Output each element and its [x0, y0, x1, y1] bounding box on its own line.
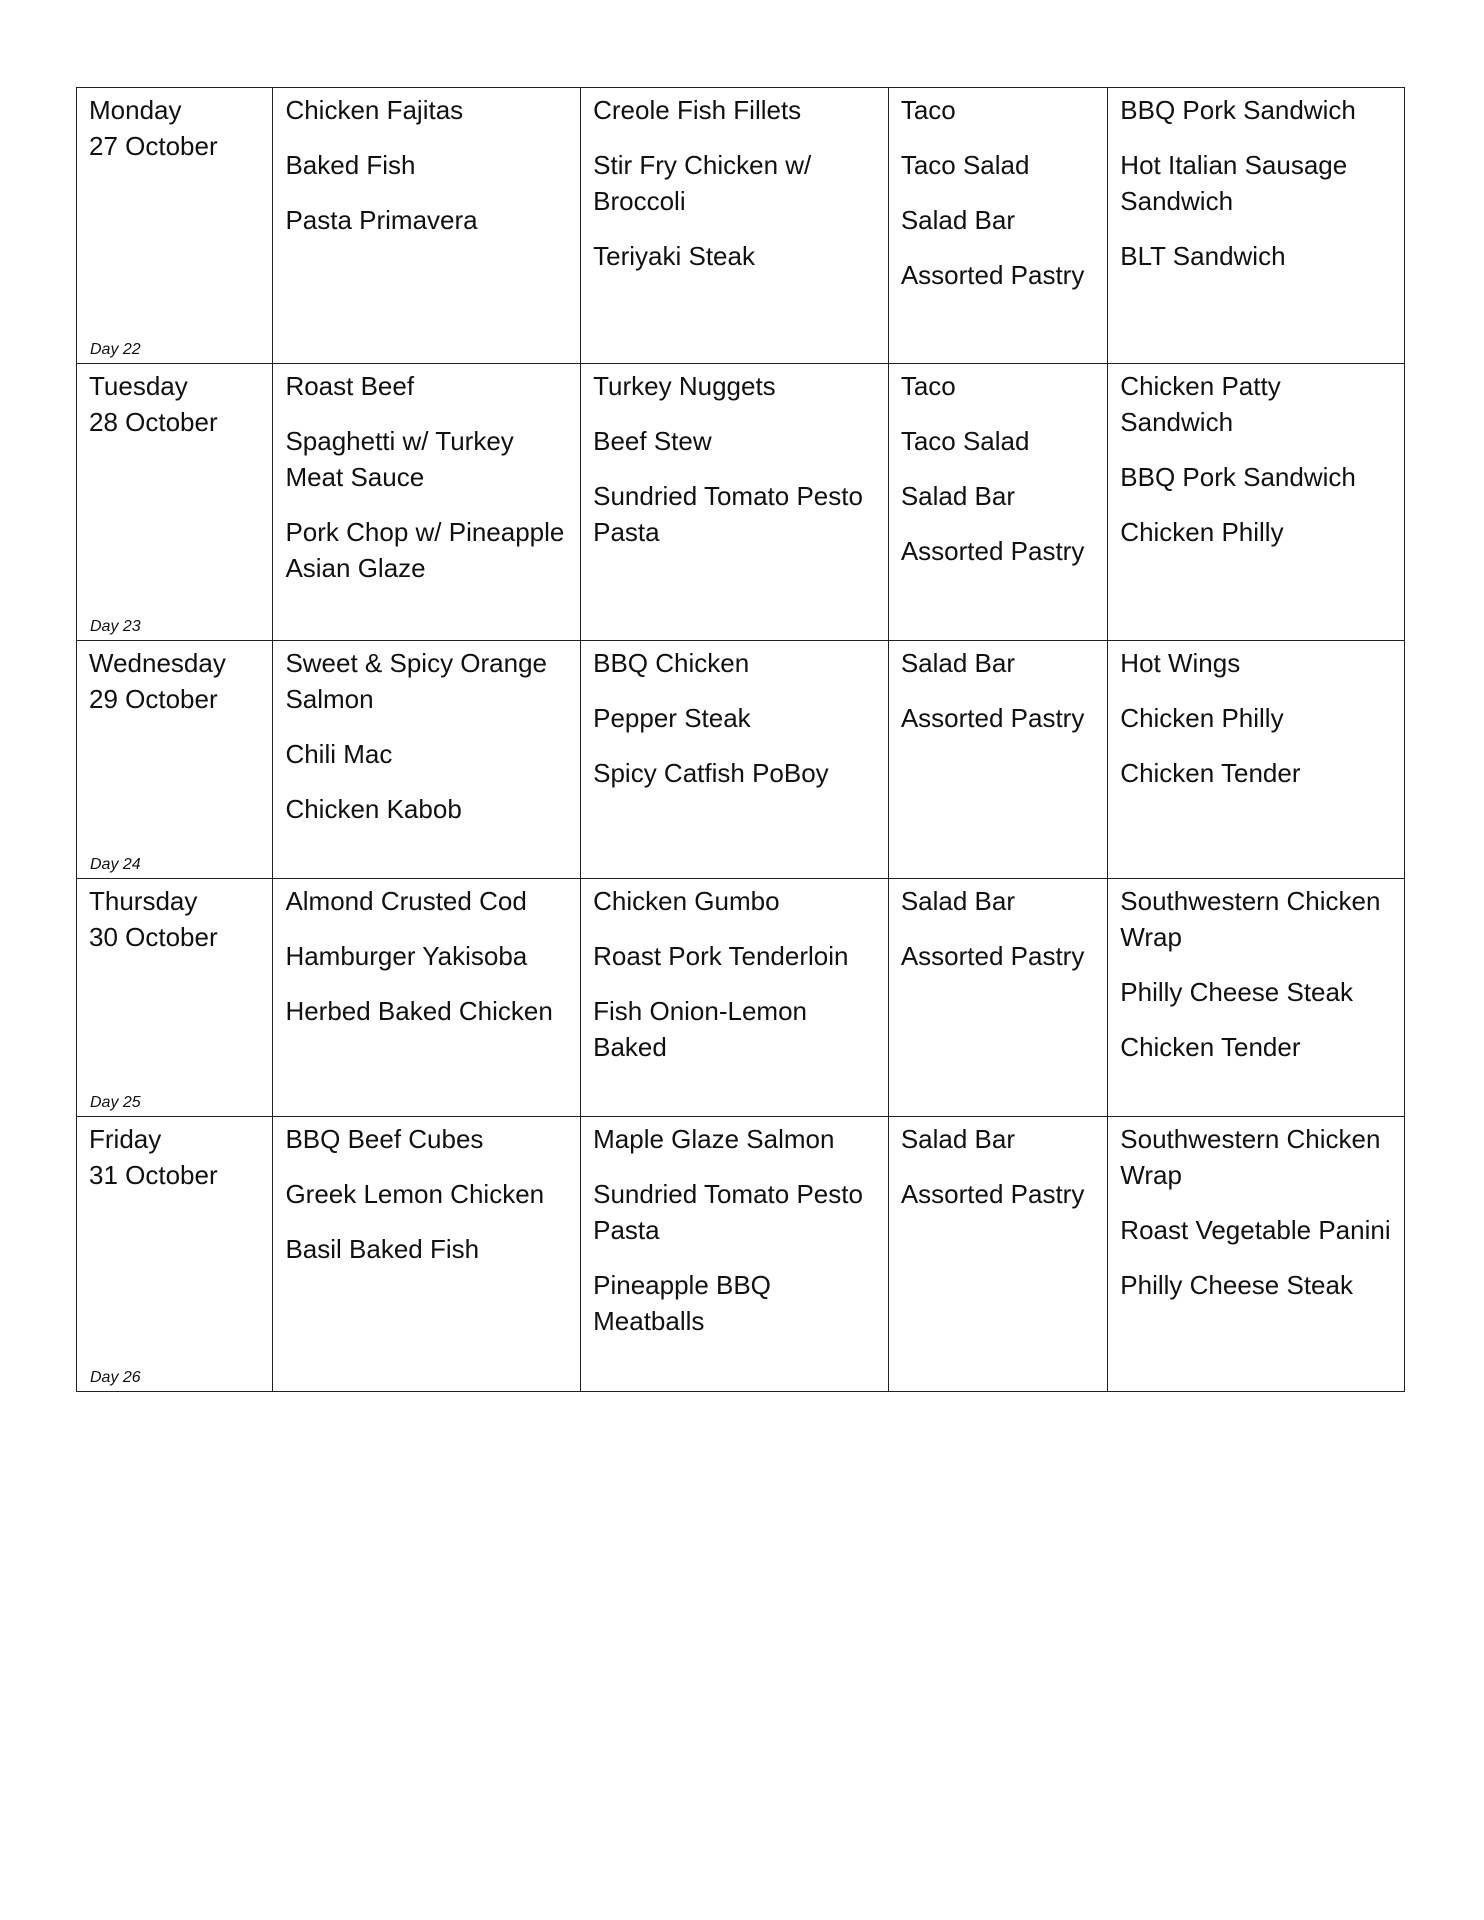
menu-item-list: [1108, 88, 1404, 299]
menu-item-list: [889, 88, 1107, 318]
menu-item: Taco Salad: [900, 150, 1030, 180]
menu-item: Basil Baked Fish: [285, 1234, 480, 1264]
menu-item: Pork Chop w/ Pineapple Asian Glaze: [285, 517, 565, 583]
menu-item: Hamburger Yakisoba: [285, 941, 528, 971]
day-cell-content: [77, 88, 272, 170]
menu-item: Taco: [900, 371, 956, 401]
menu-item: Herbed Baked Chicken: [285, 996, 553, 1026]
menu-item: Taco: [900, 95, 956, 125]
menu-item-list: [273, 1117, 580, 1292]
menu-item: Stir Fry Chicken w/ Broccoli: [593, 150, 812, 216]
menu-item: BBQ Beef Cubes: [285, 1124, 484, 1154]
menu-item: Hot Italian Sausage Sandwich: [1120, 150, 1348, 216]
menu-item-list: [581, 641, 888, 816]
menu-item: Sweet & Spicy Orange Salmon: [285, 648, 548, 714]
day-date: 31 October: [89, 1160, 218, 1190]
menu-item: Beef Stew: [593, 426, 712, 456]
menu-item: Creole Fish Fillets: [593, 95, 802, 125]
day-cell: [77, 1117, 273, 1392]
day-number-label: Day 26: [90, 1369, 141, 1386]
menu-item: Almond Crusted Cod: [285, 886, 527, 916]
menu-item: Chicken Tender: [1120, 1032, 1301, 1062]
day-cell: [77, 88, 273, 364]
menu-item-list: [889, 879, 1107, 999]
menu-item: Assorted Pastry: [900, 1179, 1085, 1209]
menu-item: Roast Beef: [285, 371, 415, 401]
menu-item-list: [889, 641, 1107, 761]
menu-item: Baked Fish: [285, 150, 416, 180]
menu-item: Pineapple BBQ Meatballs: [593, 1270, 771, 1336]
menu-item: Hot Wings: [1120, 648, 1241, 678]
menu-item: Assorted Pastry: [900, 703, 1085, 733]
menu-cell-2: [581, 364, 889, 641]
menu-item-list: [581, 1117, 888, 1364]
day-date: 27 October: [89, 131, 218, 161]
menu-item: BBQ Pork Sandwich: [1120, 95, 1356, 125]
menu-cell-3: [888, 88, 1107, 364]
menu-item-list: [273, 88, 580, 263]
menu-item-list: [581, 879, 888, 1090]
day-name: Wednesday: [89, 648, 226, 678]
day-date: 30 October: [89, 922, 218, 952]
menu-row-wednesday: [77, 641, 1405, 879]
menu-item: Maple Glaze Salmon: [593, 1124, 835, 1154]
menu-item: Chili Mac: [285, 739, 393, 769]
day-cell-content: [77, 641, 272, 723]
menu-item: Pepper Steak: [593, 703, 751, 733]
day-number-label: Day 23: [90, 618, 141, 635]
menu-item-list: [889, 1117, 1107, 1237]
menu-item-list: [273, 364, 580, 611]
menu-cell-1: [273, 1117, 581, 1392]
menu-item: Chicken Patty Sandwich: [1120, 371, 1281, 437]
menu-row-friday: [77, 1117, 1405, 1392]
weekly-menu-table: [76, 87, 1405, 1392]
menu-item: Salad Bar: [900, 481, 1015, 511]
menu-item: Fish Onion-Lemon Baked: [593, 996, 808, 1062]
menu-item: Salad Bar: [900, 648, 1015, 678]
day-cell: [77, 641, 273, 879]
menu-item: Southwestern Chicken Wrap: [1120, 886, 1381, 952]
menu-item: Southwestern Chicken Wrap: [1120, 1124, 1381, 1190]
menu-item: Sundried Tomato Pesto Pasta: [593, 1179, 863, 1245]
menu-item: Assorted Pastry: [900, 941, 1085, 971]
menu-item: BBQ Chicken: [593, 648, 750, 678]
menu-item-list: [1108, 641, 1404, 816]
day-cell-content: [77, 1117, 272, 1199]
menu-item: Sundried Tomato Pesto Pasta: [593, 481, 863, 547]
menu-cell-3: [888, 364, 1107, 641]
day-name: Friday: [89, 1124, 162, 1154]
day-cell-content: [77, 879, 272, 961]
day-number-label: Day 25: [90, 1094, 141, 1111]
menu-item: Taco Salad: [900, 426, 1030, 456]
menu-cell-2: [581, 879, 889, 1117]
menu-row-tuesday: [77, 364, 1405, 641]
menu-item: Chicken Tender: [1120, 758, 1301, 788]
day-cell-content: [77, 364, 272, 446]
menu-cell-4: [1108, 88, 1405, 364]
day-cell: [77, 364, 273, 641]
menu-cell-2: [581, 1117, 889, 1392]
menu-item: Assorted Pastry: [900, 536, 1085, 566]
menu-row-thursday: [77, 879, 1405, 1117]
day-number-label: Day 22: [90, 341, 141, 358]
menu-cell-3: [888, 641, 1107, 879]
menu-item-list: [1108, 879, 1404, 1090]
menu-item: Spaghetti w/ Turkey Meat Sauce: [285, 426, 514, 492]
menu-cell-1: [273, 364, 581, 641]
menu-item: Roast Vegetable Panini: [1120, 1215, 1391, 1245]
menu-item: Chicken Gumbo: [593, 886, 780, 916]
menu-item: Teriyaki Steak: [593, 241, 755, 271]
day-number-label: Day 24: [90, 856, 141, 873]
menu-item: Pasta Primavera: [285, 205, 478, 235]
menu-cell-1: [273, 641, 581, 879]
menu-item: Assorted Pastry: [900, 260, 1085, 290]
menu-cell-2: [581, 88, 889, 364]
menu-item-list: [889, 364, 1107, 594]
menu-cell-4: [1108, 879, 1405, 1117]
menu-item: Chicken Philly: [1120, 517, 1284, 547]
menu-item: Turkey Nuggets: [593, 371, 776, 401]
menu-item-list: [581, 88, 888, 299]
menu-item-list: [1108, 364, 1404, 575]
day-date: 28 October: [89, 407, 218, 437]
day-cell: [77, 879, 273, 1117]
menu-item: Philly Cheese Steak: [1120, 1270, 1353, 1300]
menu-item: Salad Bar: [900, 886, 1015, 916]
menu-cell-4: [1108, 1117, 1405, 1392]
menu-cell-4: [1108, 364, 1405, 641]
menu-item: Chicken Kabob: [285, 794, 462, 824]
day-name: Monday: [89, 95, 182, 125]
menu-cell-1: [273, 88, 581, 364]
menu-item: Chicken Fajitas: [285, 95, 464, 125]
menu-item: Salad Bar: [900, 205, 1015, 235]
menu-item-list: [273, 641, 580, 852]
menu-cell-3: [888, 879, 1107, 1117]
menu-cell-3: [888, 1117, 1107, 1392]
menu-item: Greek Lemon Chicken: [285, 1179, 545, 1209]
day-date: 29 October: [89, 684, 218, 714]
menu-cell-2: [581, 641, 889, 879]
menu-item-list: [1108, 1117, 1404, 1328]
menu-table-body: [77, 88, 1405, 1392]
menu-item: Philly Cheese Steak: [1120, 977, 1353, 1007]
menu-item: Spicy Catfish PoBoy: [593, 758, 829, 788]
menu-item-list: [581, 364, 888, 575]
menu-item: Chicken Philly: [1120, 703, 1284, 733]
menu-item: BBQ Pork Sandwich: [1120, 462, 1356, 492]
menu-item-list: [273, 879, 580, 1054]
menu-item: BLT Sandwich: [1120, 241, 1286, 271]
menu-row-monday: [77, 88, 1405, 364]
menu-item: Salad Bar: [900, 1124, 1015, 1154]
menu-cell-4: [1108, 641, 1405, 879]
menu-cell-1: [273, 879, 581, 1117]
day-name: Thursday: [89, 886, 198, 916]
menu-item: Roast Pork Tenderloin: [593, 941, 849, 971]
day-name: Tuesday: [89, 371, 188, 401]
